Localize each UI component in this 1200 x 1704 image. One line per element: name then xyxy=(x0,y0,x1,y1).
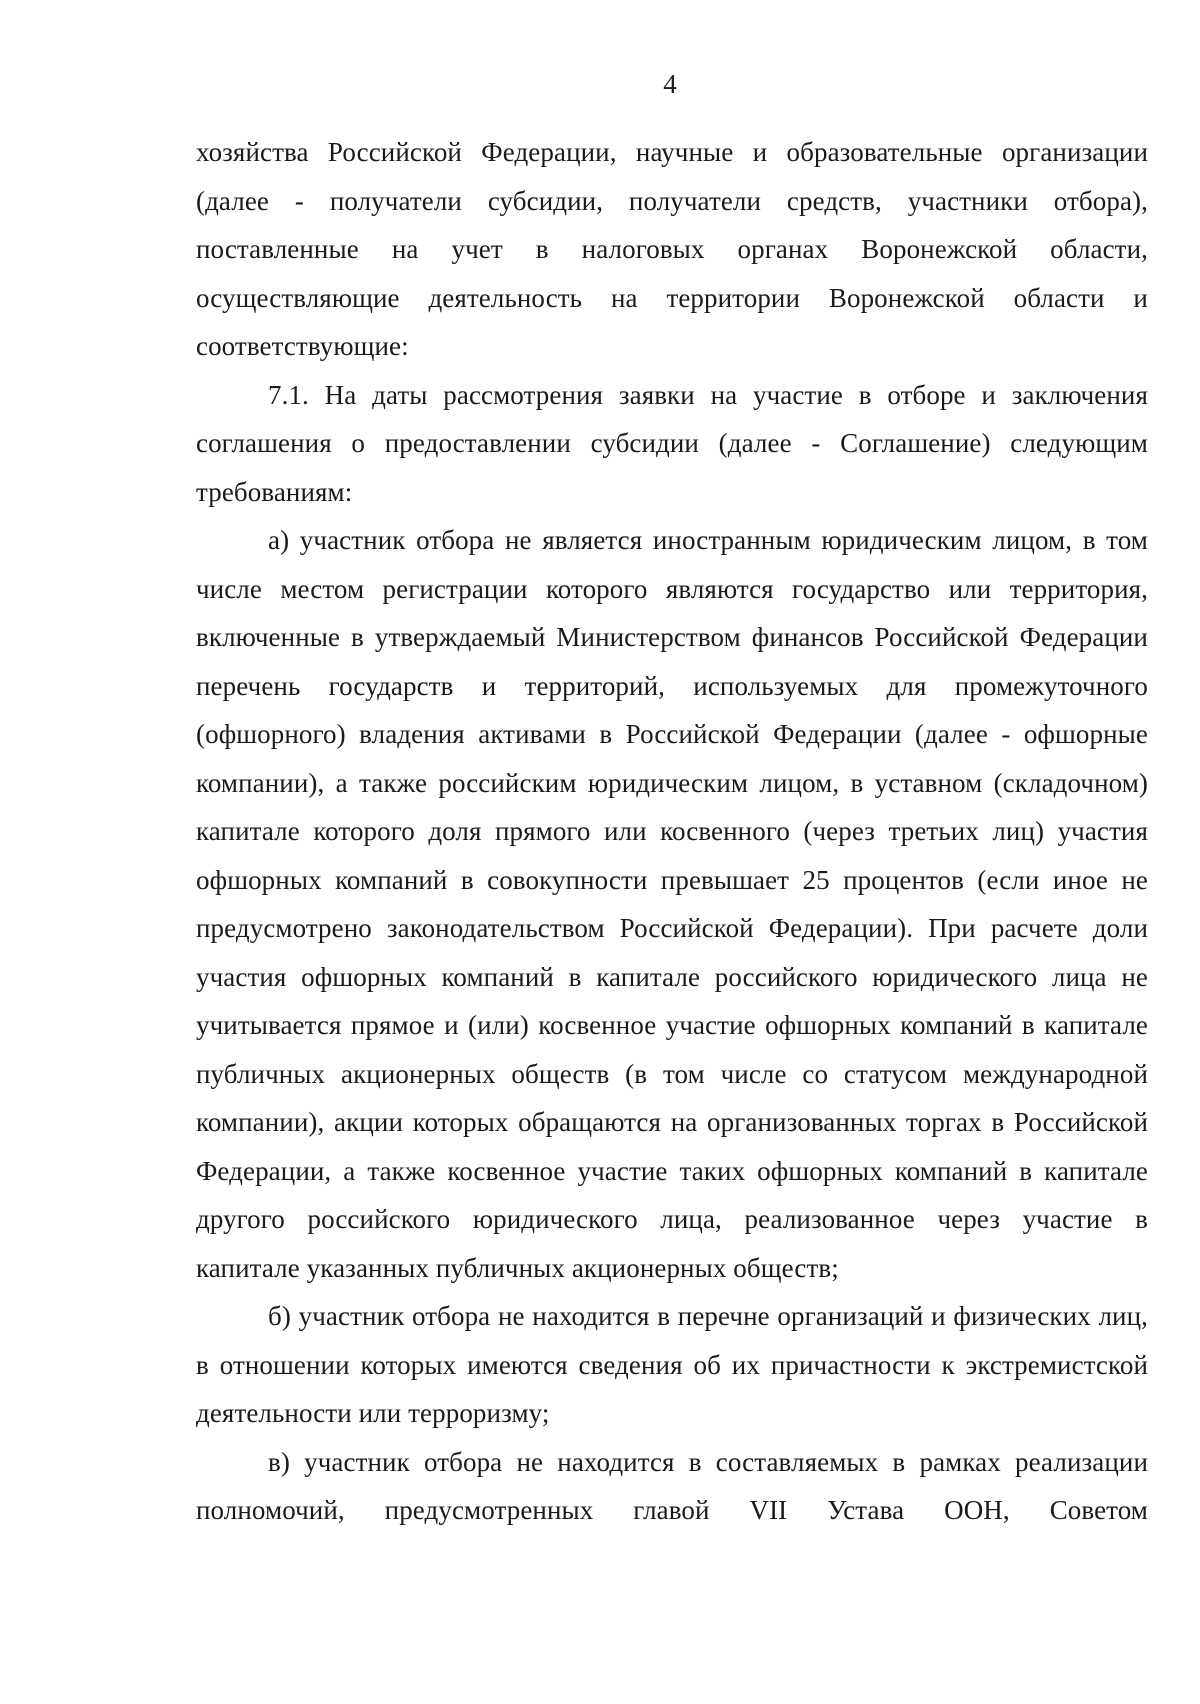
paragraph-item-a: а) участник отбора не является иностранным юридическим лицом, в том числе местом регистрации которого являются государство или территория, включенные в утверждаемый Министерством финансов Российской Федерации перечень государств и территорий, используемых для промежуточного (офшорного) владения активами в Российской Федерации (далее - офшорные компании), а также российским юридическим лицом, в уставном (складочном) капитале которого доля прямого или косвенного (через третьих лиц) участия офшорных компаний в совокупности превышает 25 процентов (если иное не предусмотрено законодательством Российской Федерации). При расчете доли участия офшорных компаний в капитале российского юридического лица не учитывается прямое и (или) косвенное участие офшорных компаний в капитале публичных акционерных обществ (в том числе со статусом международной компании), акции которых обращаются на организованных торгах в Российской Федерации, а также косвенное участие таких офшорных компаний в капитале другого российского юридического лица, реализованное через участие в капитале указанных публичных акционерных обществ; xyxy=(196,525,1148,1283)
document-body xyxy=(196,128,1148,1535)
paragraph-item-v: в) участник отбора не находится в составляемых в рамках реализации полномочий, предусмотренных главой VII Устава ООН, Советом xyxy=(196,1446,1148,1525)
paragraph-item-b: б) участник отбора не находится в перечне организаций и физических лиц, в отношении которых имеются сведения об их причастности к экстремистской деятельности или терроризму; xyxy=(196,1301,1148,1428)
page-number: 4 xyxy=(663,69,677,99)
paragraph-7-1: 7.1. На даты рассмотрения заявки на участие в отборе и заключения соглашения о предоставлении субсидии (далее - Соглашение) следующим требованиям: xyxy=(196,379,1148,507)
paragraph-continuation: хозяйства Российской Федерации, научные и образовательные организации (далее - получатели субсидии, получатели средств, участники отбора), поставленные на учет в налоговых органах Воронежской области, осуществляющие деятельность на территории Воронежской области и соответствующие: xyxy=(196,137,1148,361)
